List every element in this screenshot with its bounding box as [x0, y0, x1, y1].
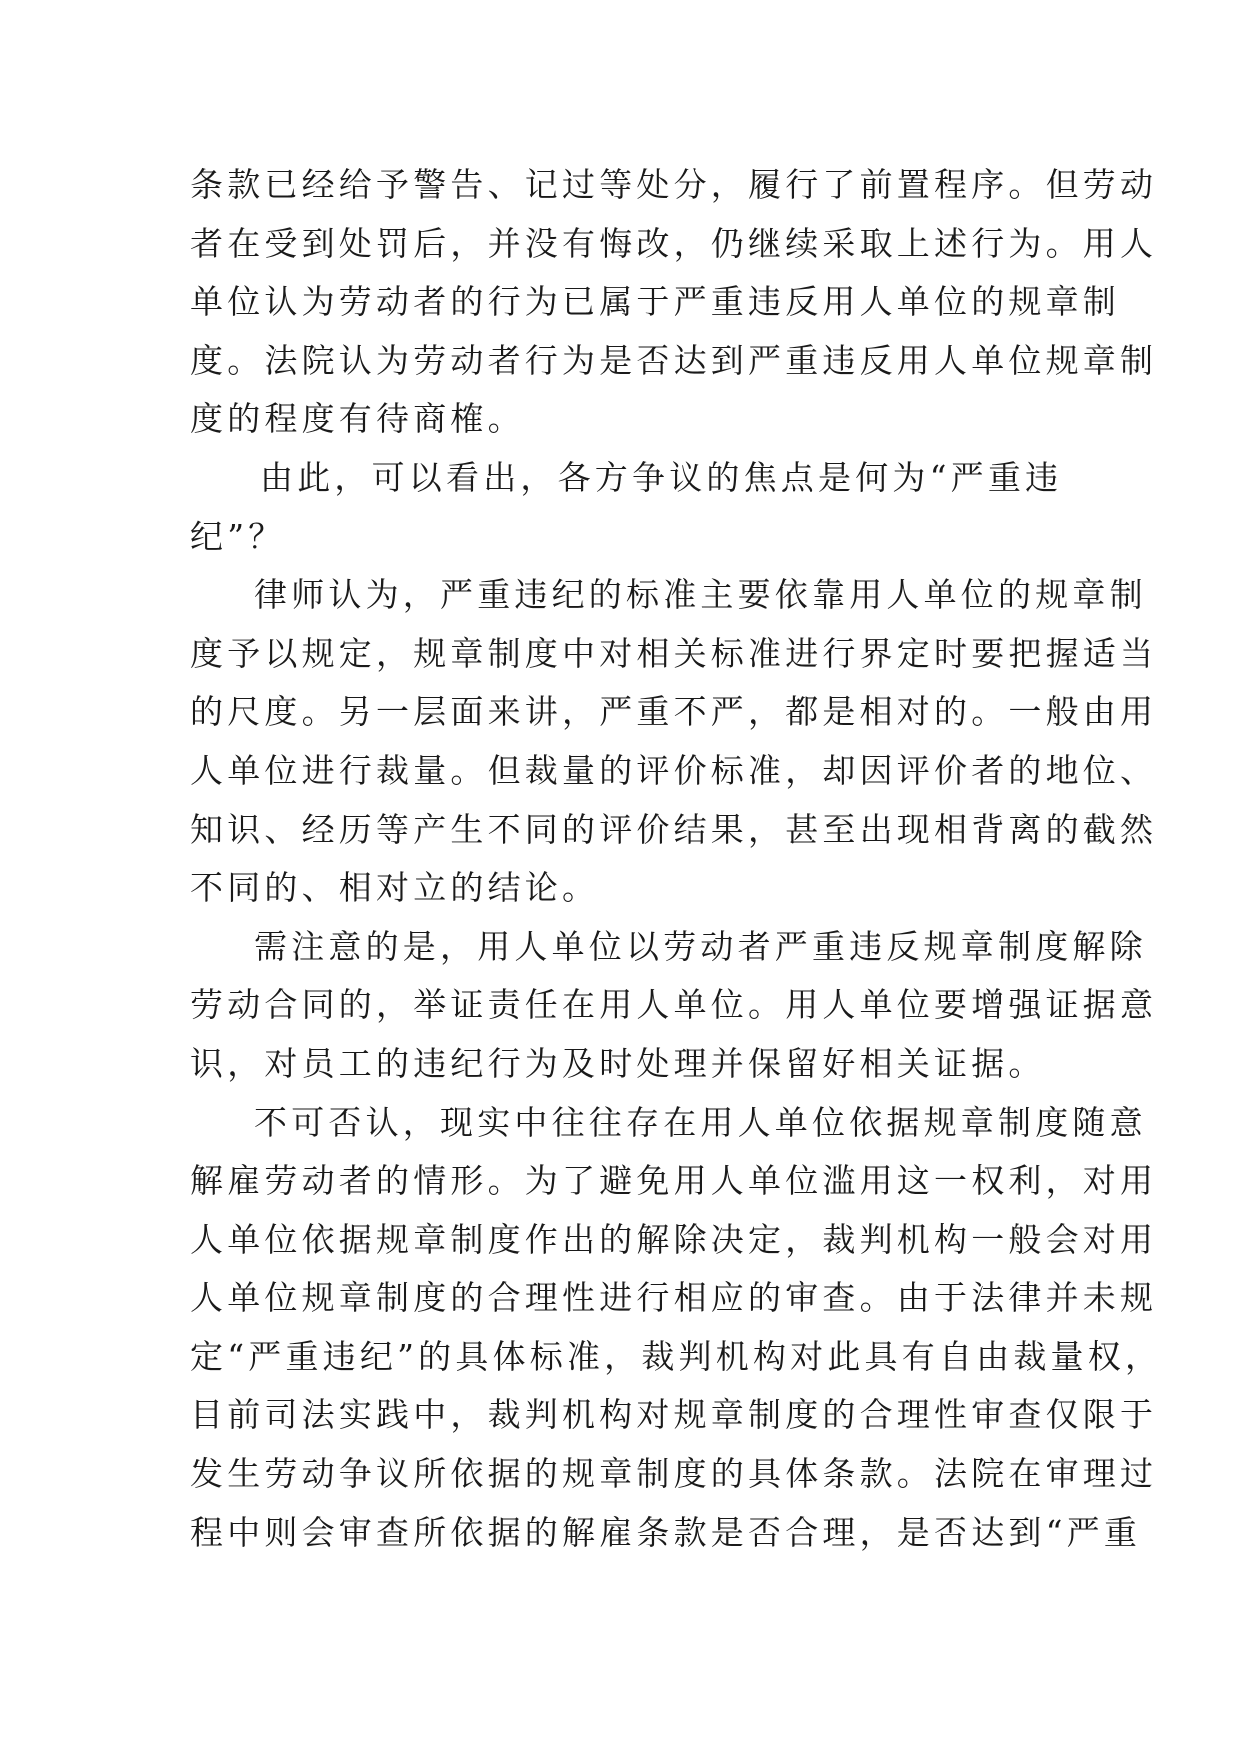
text-line: 度的程度有待商榷。	[190, 399, 525, 439]
body-text	[190, 156, 1163, 1562]
text-line: 发生劳动争议所依据的规章制度的具体条款。法院在审理过	[190, 1454, 1158, 1494]
text-line: 需注意的是，用人单位以劳动者严重违反规章制度解除	[254, 926, 1147, 966]
text-line: 人单位进行裁量。但裁量的评价标准，却因评价者的地位、	[190, 750, 1158, 790]
text-line: 律师认为，严重违纪的标准主要依靠用人单位的规章制	[254, 575, 1147, 615]
text-line: 劳动合同的，举证责任在用人单位。用人单位要增强证据意	[190, 985, 1158, 1025]
text-line: 条款已经给予警告、记过等处分，履行了前置程序。但劳动	[190, 165, 1158, 204]
text-line: 纪”？	[190, 516, 286, 556]
text-line: 者在受到处罚后，并没有悔改，仍继续采取上述行为。用人	[190, 223, 1158, 263]
text-line: 解雇劳动者的情形。为了避免用人单位滥用这一权利，对用	[190, 1161, 1158, 1201]
text-line: 的尺度。另一层面来讲，严重不严，都是相对的。一般由用	[190, 692, 1158, 732]
text-line: 程中则会审查所依据的解雇条款是否合理，是否达到“严重	[190, 1512, 1142, 1552]
text-line: 知识、经历等产生不同的评价结果，甚至出现相背离的截然	[190, 809, 1158, 849]
text-line: 由此，可以看出，各方争议的焦点是何为“严重违	[260, 457, 1063, 497]
text-line: 不可否认，现实中往往存在用人单位依据规章制度随意	[254, 1102, 1147, 1142]
text-line: 目前司法实践中，裁判机构对规章制度的合理性审查仅限于	[190, 1395, 1158, 1435]
text-line: 识，对员工的违纪行为及时处理并保留好相关证据。	[190, 1043, 1046, 1083]
text-line: 单位认为劳动者的行为已属于严重违反用人单位的规章制	[190, 282, 1120, 322]
text-line: 人单位规章制度的合理性进行相应的审查。由于法律并未规	[190, 1278, 1158, 1318]
text-line: 人单位依据规章制度作出的解除决定，裁判机构一般会对用	[190, 1219, 1158, 1259]
text-line: 不同的、相对立的结论。	[190, 868, 600, 908]
text-line: 定“严重违纪”的具体标准，裁判机构对此具有自由裁量权，	[190, 1336, 1163, 1376]
text-line: 度。法院认为劳动者行为是否达到严重违反用人单位规章制	[190, 340, 1158, 380]
text-line: 度予以规定，规章制度中对相关标准进行界定时要把握适当	[190, 633, 1158, 673]
